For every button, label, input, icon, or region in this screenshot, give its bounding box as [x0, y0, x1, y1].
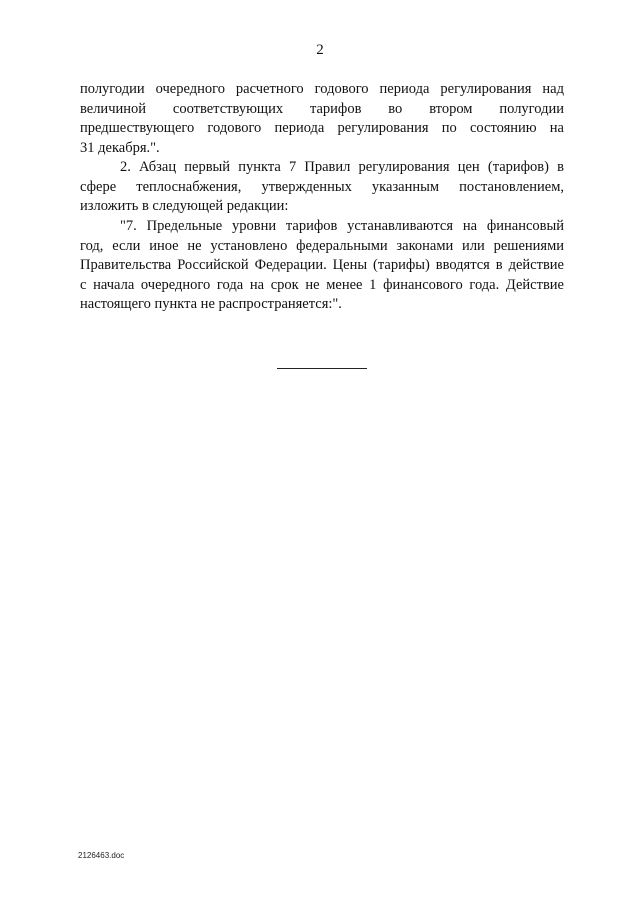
paragraph-quoted-clause [80, 217, 564, 315]
paragraph-item-2 [80, 158, 564, 217]
text-line: полугодии очередного расчетного годового периода регулирования над [80, 81, 564, 97]
text-line: 31 декабря.". [80, 139, 160, 156]
end-of-text-rule [277, 368, 367, 369]
page-number: 2 [316, 42, 324, 58]
paragraph-continuation [80, 80, 564, 158]
text-line: сфере теплоснабжения, утвержденных указанным постановлением, [80, 178, 564, 195]
text-line: предшествующего годового периода регулирования по состоянию на [80, 120, 564, 137]
text-line: "7. Предельные уровни тарифов устанавливаются на финансовый [120, 218, 564, 234]
text-line: настоящего пункта не распространяется:". [80, 296, 342, 313]
text-line: год, если иное не установлено федеральными законами или решениями [80, 237, 564, 254]
text-line: с начала очередного года на срок не менее 1 финансового года. Действие [80, 276, 564, 293]
text-line: величиной соответствующих тарифов во втором полугодии [80, 100, 564, 117]
footer-document-id: 2126463.doc [78, 851, 125, 860]
text-line: 2. Абзац первый пункта 7 Правил регулирования цен (тарифов) в [120, 159, 564, 175]
text-line: Правительства Российской Федерации. Цены (тарифы) вводятся в действие [80, 257, 564, 274]
text-line: изложить в следующей редакции: [80, 198, 289, 215]
